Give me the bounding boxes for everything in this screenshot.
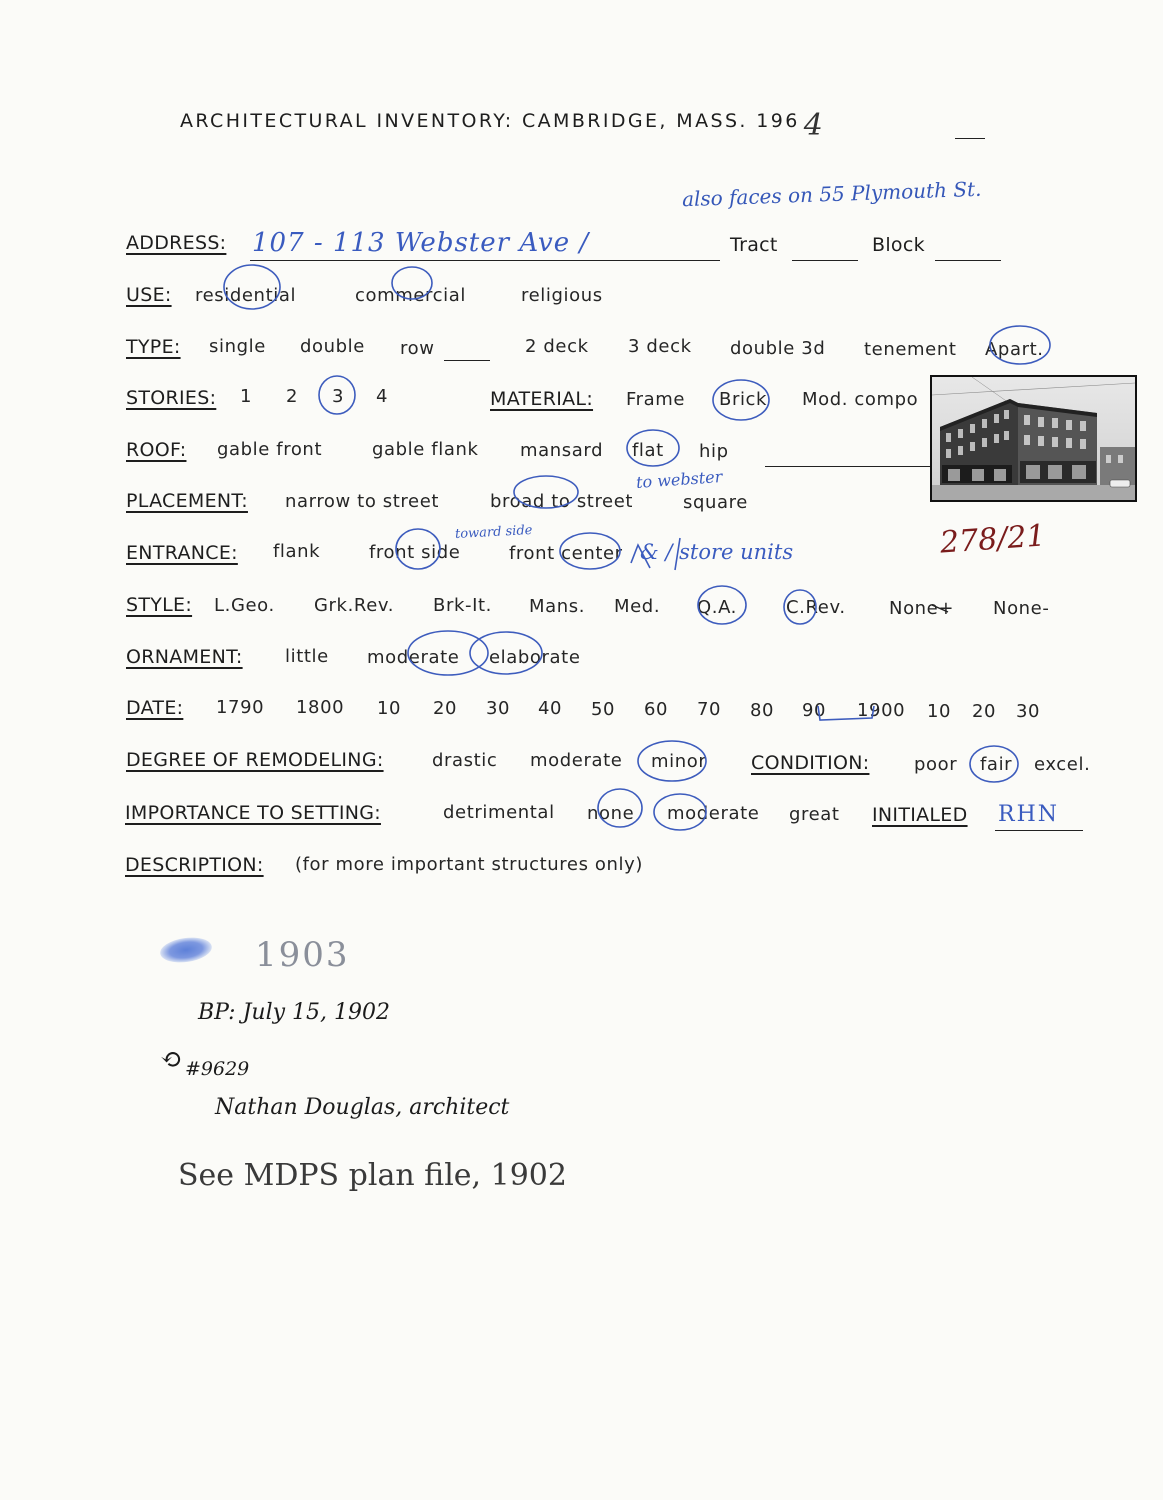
date-80: 80 bbox=[750, 700, 775, 721]
circle-flat bbox=[627, 430, 679, 466]
bracket-1900 bbox=[818, 706, 874, 720]
remodeling-label: DEGREE OF REMODELING: bbox=[126, 749, 384, 771]
circle-stories-3 bbox=[319, 376, 355, 414]
material-brick: Brick bbox=[719, 389, 768, 410]
circle-elaborate bbox=[470, 632, 542, 674]
placement-broad: broad to street bbox=[490, 491, 634, 512]
stories-label: STORIES: bbox=[126, 387, 217, 409]
roof-flat: flat bbox=[632, 440, 664, 461]
note-arrow-icon: ⟲ bbox=[160, 1045, 182, 1075]
type-2-deck: 2 deck bbox=[525, 336, 589, 357]
type-row: row bbox=[400, 338, 435, 359]
circle-commercial bbox=[392, 267, 432, 299]
date-30: 30 bbox=[486, 698, 511, 719]
ornament-label: ORNAMENT: bbox=[126, 646, 243, 668]
condition-excel: excel. bbox=[1034, 754, 1091, 775]
remodeling-minor: minor bbox=[651, 751, 707, 772]
circle-fair bbox=[970, 746, 1018, 782]
condition-poor: poor bbox=[914, 754, 958, 775]
date-20: 20 bbox=[433, 698, 458, 719]
type-apart: Apart. bbox=[985, 339, 1044, 360]
material-frame: Frame bbox=[626, 389, 686, 410]
style-mans: Mans. bbox=[529, 596, 586, 617]
note-architect: Nathan Douglas, architect bbox=[215, 1095, 510, 1120]
entrance-front-center: front center bbox=[509, 543, 623, 564]
material-mod-compo: Mod. compo bbox=[802, 389, 919, 410]
condition-fair: fair bbox=[980, 754, 1013, 775]
style-c-rev: C.Rev. bbox=[786, 597, 846, 618]
address-label: ADDRESS: bbox=[126, 232, 227, 254]
roof-hip: hip bbox=[699, 441, 729, 462]
stories-4: 4 bbox=[376, 386, 389, 407]
placement-label: PLACEMENT: bbox=[126, 490, 248, 512]
ornament-moderate: moderate bbox=[367, 647, 460, 668]
type-double-3d: double 3d bbox=[730, 338, 826, 359]
circle-front-center bbox=[560, 533, 620, 569]
style-qa: Q.A. bbox=[697, 597, 738, 618]
circle-c-rev bbox=[784, 590, 816, 624]
entrance-flank: flank bbox=[273, 541, 321, 562]
description-label: DESCRIPTION: bbox=[125, 854, 264, 876]
placement-narrow: narrow to street bbox=[285, 491, 440, 512]
importance-detrimental: detrimental bbox=[443, 802, 555, 823]
note-permit: #9629 bbox=[185, 1058, 250, 1080]
roof-mansard: mansard bbox=[520, 440, 604, 461]
date-50: 50 bbox=[591, 699, 616, 720]
entrance-note: & / store units bbox=[640, 540, 794, 564]
date-40: 40 bbox=[538, 698, 563, 719]
photo-number: 278/21 bbox=[938, 518, 1047, 561]
circle-apart bbox=[990, 326, 1050, 364]
style-label: STYLE: bbox=[126, 594, 193, 616]
block-label: Block bbox=[872, 234, 925, 256]
style-brk-it: Brk-It. bbox=[433, 595, 492, 616]
roof-label: ROOF: bbox=[126, 439, 187, 461]
style-l-geo: L.Geo. bbox=[214, 595, 275, 616]
use-residential: residential bbox=[195, 285, 297, 306]
stories-1: 1 bbox=[240, 386, 253, 407]
importance-great: great bbox=[789, 804, 840, 825]
roof-gable-front: gable front bbox=[217, 439, 323, 460]
date-1790: 1790 bbox=[216, 697, 265, 718]
description-hint: (for more important structures only) bbox=[295, 854, 643, 875]
note-bp: BP: July 15, 1902 bbox=[198, 1000, 391, 1025]
slash-stroke bbox=[675, 538, 680, 570]
circle-front-side bbox=[396, 529, 440, 569]
date-1930: 30 bbox=[1016, 701, 1041, 722]
use-religious: religious bbox=[521, 285, 603, 306]
type-double: double bbox=[300, 336, 365, 357]
importance-label: IMPORTANCE TO SETTING: bbox=[125, 802, 381, 824]
address-value: 107 - 113 Webster Ave / bbox=[252, 228, 590, 258]
entrance-front-side: front side bbox=[369, 542, 461, 563]
circle-moderate bbox=[408, 631, 488, 675]
note-file: See MDPS plan file, 1902 bbox=[178, 1158, 567, 1193]
year-suffix: 4 bbox=[803, 108, 823, 143]
page-title: ARCHITECTURAL INVENTORY: CAMBRIDGE, MASS. 196 bbox=[180, 110, 800, 132]
date-70: 70 bbox=[697, 699, 722, 720]
material-label: MATERIAL: bbox=[490, 388, 594, 410]
stories-2: 2 bbox=[286, 386, 299, 407]
entrance-note-above: toward side bbox=[454, 522, 533, 543]
placement-note: to webster bbox=[635, 467, 723, 492]
ampersand-stroke bbox=[631, 545, 650, 568]
initialed-value: RHN bbox=[998, 802, 1059, 827]
ornament-little: little bbox=[285, 646, 329, 667]
top-note: also faces on 55 Plymouth St. bbox=[681, 176, 982, 212]
remodeling-drastic: drastic bbox=[432, 750, 498, 771]
importance-none: none bbox=[587, 803, 635, 824]
date-1900: 1900 bbox=[857, 700, 906, 721]
circle-residential bbox=[224, 265, 280, 309]
none-plus-strike bbox=[932, 605, 948, 612]
date-1920: 20 bbox=[972, 701, 997, 722]
date-90: 90 bbox=[802, 700, 827, 721]
note-year: 1903 bbox=[255, 935, 350, 975]
circle-broad bbox=[514, 476, 578, 508]
type-label: TYPE: bbox=[126, 336, 181, 358]
roof-gable-flank: gable flank bbox=[372, 439, 479, 460]
style-med: Med. bbox=[614, 596, 661, 617]
stories-3: 3 bbox=[332, 386, 345, 407]
remodeling-moderate: moderate bbox=[530, 750, 623, 771]
circle-qa bbox=[698, 586, 746, 624]
type-tenement: tenement bbox=[864, 339, 957, 360]
date-1800: 1800 bbox=[296, 697, 345, 718]
type-3-deck: 3 deck bbox=[628, 336, 692, 357]
style-none-plus: None+ bbox=[889, 598, 955, 619]
style-grk-rev: Grk.Rev. bbox=[314, 595, 395, 616]
initialed-label: INITIALED bbox=[872, 804, 968, 826]
circle-brick bbox=[713, 380, 769, 420]
condition-label: CONDITION: bbox=[751, 752, 870, 774]
date-60: 60 bbox=[644, 699, 669, 720]
date-1910: 10 bbox=[927, 701, 952, 722]
circle-none bbox=[598, 789, 642, 827]
date-label: DATE: bbox=[126, 697, 184, 719]
importance-moderate: moderate bbox=[667, 803, 760, 824]
entrance-label: ENTRANCE: bbox=[126, 542, 238, 564]
placement-square: square bbox=[683, 492, 748, 513]
date-10: 10 bbox=[377, 698, 402, 719]
style-none-minus: None- bbox=[993, 598, 1050, 619]
type-single: single bbox=[209, 336, 266, 357]
tract-label: Tract bbox=[730, 234, 778, 256]
ornament-elaborate: elaborate bbox=[489, 647, 581, 668]
circle-minor bbox=[638, 741, 706, 781]
use-label: USE: bbox=[126, 284, 172, 306]
circle-importance-moderate bbox=[654, 794, 706, 830]
use-commercial: commercial bbox=[355, 285, 466, 306]
